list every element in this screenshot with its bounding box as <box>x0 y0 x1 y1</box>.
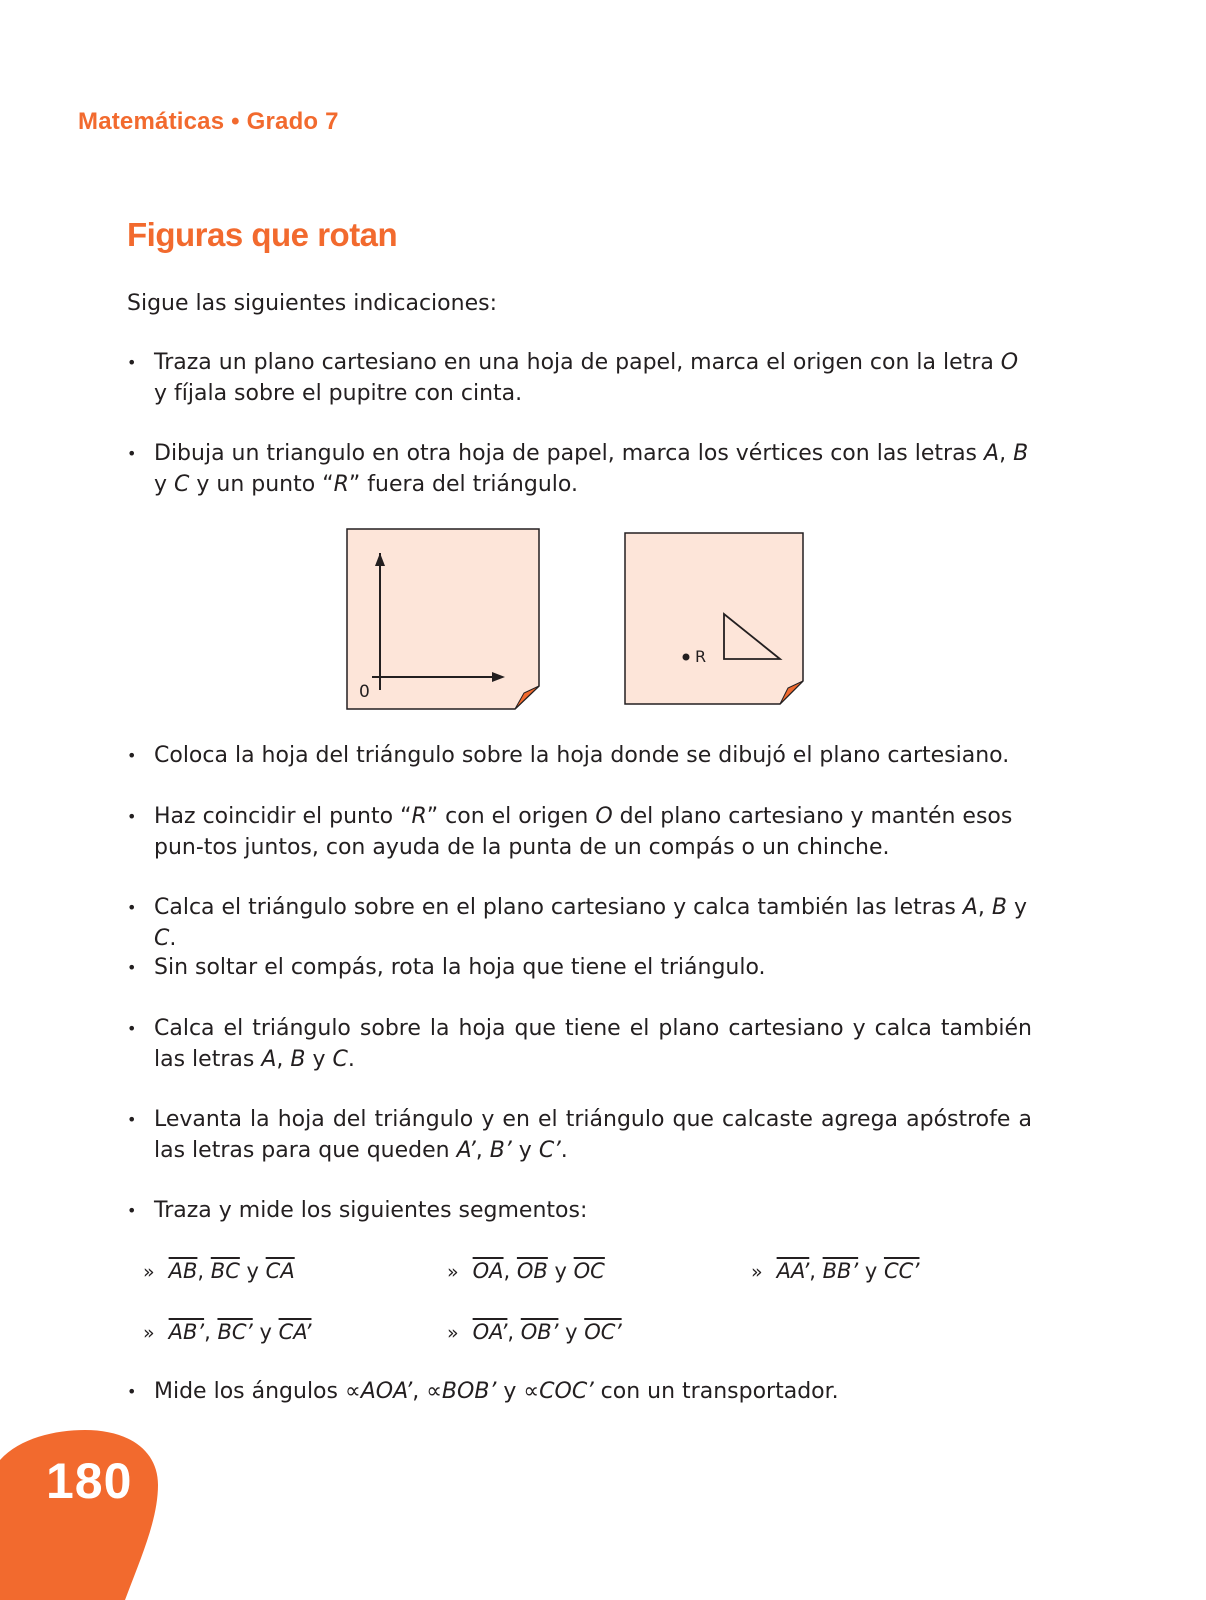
instruction-text <box>154 892 1032 954</box>
instruction-text <box>154 1376 1032 1407</box>
separator: , <box>197 1259 205 1283</box>
text-run: ” con el origen <box>426 804 596 829</box>
instruction-item <box>127 1376 1032 1407</box>
separator: , <box>503 1259 511 1283</box>
text-run: C’ <box>538 1138 561 1163</box>
text-run: , <box>412 1379 427 1404</box>
paper-sheet <box>625 533 803 704</box>
origin-label: 0 <box>359 682 370 702</box>
instruction-item <box>127 740 1032 771</box>
chevron: » <box>751 1261 763 1283</box>
text-run: y <box>305 1047 333 1072</box>
running-header: Matemáticas • Grado 7 <box>78 108 339 135</box>
instruction-text: Traza y mide los siguientes segmentos: <box>154 1198 588 1223</box>
conjunction: y <box>565 1320 578 1344</box>
text-run: C <box>154 926 170 951</box>
chevron: » <box>143 1261 155 1283</box>
conjunction: y <box>259 1320 272 1344</box>
text-run: y fíjala sobre el pupitre con cinta. <box>154 381 523 406</box>
intro-text: Sigue las siguientes indicaciones: <box>127 291 497 316</box>
chevron: » <box>143 1322 155 1344</box>
text-run: , <box>999 441 1014 466</box>
chevron: » <box>447 1261 459 1283</box>
segment: $\overline{OA}$ <box>472 1259 504 1283</box>
point-r <box>683 654 690 661</box>
bullet: • <box>127 958 137 977</box>
instruction-text: Coloca la hoja del triángulo sobre la hoja donde se dibujó el plano cartesiano. <box>154 743 1010 768</box>
segment: $\overline{BC}$ <box>210 1259 240 1283</box>
instruction-item <box>127 1104 1032 1166</box>
text-run: Calca el triángulo sobre en el plano cartesiano y calca también las letras <box>154 895 963 920</box>
cartesian-plane-sheet <box>347 529 539 709</box>
text-run: ∝COC’ <box>523 1379 594 1404</box>
instruction-item <box>127 1195 1032 1226</box>
text-run: R <box>411 804 427 829</box>
bullet: • <box>127 1110 137 1129</box>
point-r-label: R <box>695 647 707 666</box>
text-run: , <box>475 1138 490 1163</box>
instruction-item <box>127 1013 1032 1075</box>
text-run: , <box>977 895 992 920</box>
bullet: • <box>127 746 137 765</box>
segment-list-item <box>447 1256 605 1287</box>
bullet: • <box>127 353 137 372</box>
text-run: Haz coincidir el punto “ <box>154 804 412 829</box>
segment: $\overline{OC}$ <box>573 1259 605 1283</box>
instruction-item <box>127 801 1032 863</box>
text-run: Dibuja un triangulo en otra hoja de papel, marca los vértices con las letras <box>154 441 985 466</box>
text-run: Levanta la hoja del triángulo y en el triángulo que calcaste agrega apóstrofe a las letras para que queden <box>154 1107 1032 1163</box>
page-number: 180 <box>46 1453 133 1509</box>
text-run: Traza un plano cartesiano en una hoja de papel, marca el origen con la letra <box>154 350 1001 375</box>
segment: CA’ <box>278 1320 312 1344</box>
text-run: B’ <box>489 1138 512 1163</box>
segment: OA’ <box>472 1320 508 1344</box>
chevron: » <box>447 1322 459 1344</box>
conjunction: y <box>246 1259 259 1283</box>
text-run: . <box>169 926 177 951</box>
text-run: O <box>1000 350 1019 375</box>
segment: OB’ <box>520 1320 559 1344</box>
text-run: ∝BOB’ <box>426 1379 497 1404</box>
paper-sheet <box>347 529 539 709</box>
segment: AA’ <box>776 1259 810 1283</box>
segment: BC’ <box>217 1320 253 1344</box>
text-run: con un transportador. <box>593 1379 839 1404</box>
instruction-text <box>154 1104 1032 1166</box>
segment-list-item <box>143 1317 311 1348</box>
text-run: Mide los ángulos <box>154 1379 345 1404</box>
text-run: B <box>991 895 1007 920</box>
paper-sheets-illustration <box>0 0 1206 760</box>
instruction-item <box>127 952 1032 983</box>
text-run: del plano cartesiano y mantén esos pun-tos juntos, con ayuda de la punta de un compás o un chinche. <box>154 804 1013 860</box>
segment-list-item <box>447 1317 622 1348</box>
text-run: y <box>496 1379 524 1404</box>
instruction-text <box>154 1013 1032 1075</box>
segment: $\overline{AB}$ <box>168 1259 198 1283</box>
bullet: • <box>127 444 137 463</box>
segment: $\overline{CA}$ <box>265 1259 295 1283</box>
bullet: • <box>127 1019 137 1038</box>
text-run: . <box>347 1047 355 1072</box>
bullet: • <box>127 807 137 826</box>
segment: CC’ <box>883 1259 920 1283</box>
segment-list-item <box>751 1256 919 1287</box>
text-run: . <box>560 1138 568 1163</box>
instruction-item <box>127 892 1032 954</box>
text-run: C <box>332 1047 348 1072</box>
text-run: A <box>984 441 1000 466</box>
bullet: • <box>127 1201 137 1220</box>
segment-list-item <box>143 1256 295 1287</box>
text-run: ∝AOA’ <box>344 1379 413 1404</box>
text-run: y un punto “ <box>189 472 334 497</box>
triangle-sheet <box>625 533 803 704</box>
conjunction: y <box>864 1259 878 1283</box>
instruction-text <box>154 801 1032 863</box>
text-run: y <box>511 1138 539 1163</box>
text-run: Calca el triángulo sobre la hoja que tiene el plano cartesiano y calca también las letras <box>154 1016 1032 1072</box>
text-run: A <box>962 895 978 920</box>
segment: OC’ <box>584 1320 622 1344</box>
text-run: B <box>290 1047 306 1072</box>
text-run: , <box>276 1047 291 1072</box>
separator: , <box>507 1320 515 1344</box>
text-run: C <box>174 472 190 497</box>
conjunction: y <box>554 1259 567 1283</box>
separator: , <box>809 1259 816 1283</box>
text-run: A <box>261 1047 277 1072</box>
bullet: • <box>127 1382 137 1401</box>
separator: , <box>204 1320 211 1344</box>
segment: $\overline{OB}$ <box>516 1259 548 1283</box>
text-run: R <box>333 472 349 497</box>
text-run: O <box>595 804 613 829</box>
instruction-text: Sin soltar el compás, rota la hoja que tiene el triángulo. <box>154 955 766 980</box>
text-run: A’ <box>456 1138 476 1163</box>
bullet: • <box>127 898 137 917</box>
text-run: y <box>1006 895 1027 920</box>
segment: AB’ <box>168 1320 205 1344</box>
section-title: Figuras que rotan <box>127 216 398 253</box>
text-run: B <box>1013 441 1029 466</box>
text-run: y <box>154 472 175 497</box>
segment: BB’ <box>822 1259 859 1283</box>
text-run: ” fuera del triángulo. <box>348 472 578 497</box>
